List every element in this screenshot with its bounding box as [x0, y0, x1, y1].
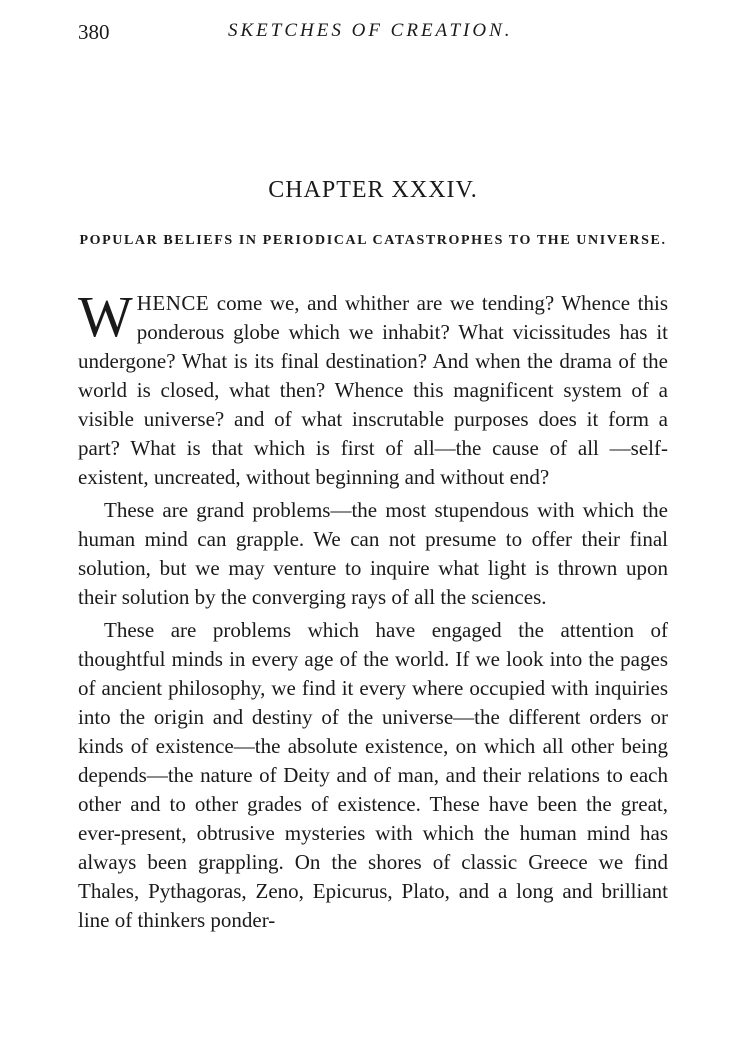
running-title: SKETCHES OF CREATION. [228, 20, 513, 41]
running-head [78, 20, 668, 46]
page-number: 380 [78, 20, 110, 44]
body-text [78, 284, 668, 935]
paragraph-3: These are problems which have engaged the attention of thoughtful minds in every age of the world. If we look into the pages of ancient philosophy, we find it every where occupied with inquiries into the origin and destiny of the universe—the different orders or kinds of existence—the absolute existence, on which all other being depends—the nature of Deity and of man, and their relations to each other and to other grades of existence. These have been the great, ever-present, obtrusive mysteries with which the human mind has always been grappling. On the shores of classic Greece we find Thales, Pythagoras, Zeno, Epicurus, Plato, and a long and brilliant line of thinkers ponder- [78, 618, 668, 932]
chapter-subtitle: POPULAR BELIEFS IN PERIODICAL CATASTROPHES TO THE UNIVERSE. [79, 233, 667, 248]
opening-word: HENCE [136, 291, 210, 315]
paragraph-1-text: come we, and whither are we tending? Whence this ponderous globe which we inhabit? What vicissitudes has it undergone? What is its final destination? And when the drama of the world is closed, what then? Whence this magnificent system of a visible universe? and of what inscrutable purposes does it form a part? What is that which is first of all—the cause of all —self-existent, uncreated, without beginning and without end? [78, 291, 668, 489]
drop-cap: W [78, 284, 133, 349]
paragraph-1 [78, 284, 668, 492]
paragraph-2: These are grand problems—the most stupendous with which the human mind can grapple. We can not presume to offer their final solution, but we may venture to inquire what light is thrown upon their solution by the converging rays of all the sciences. [78, 498, 668, 609]
chapter-title: CHAPTER XXXIV. [268, 177, 478, 203]
